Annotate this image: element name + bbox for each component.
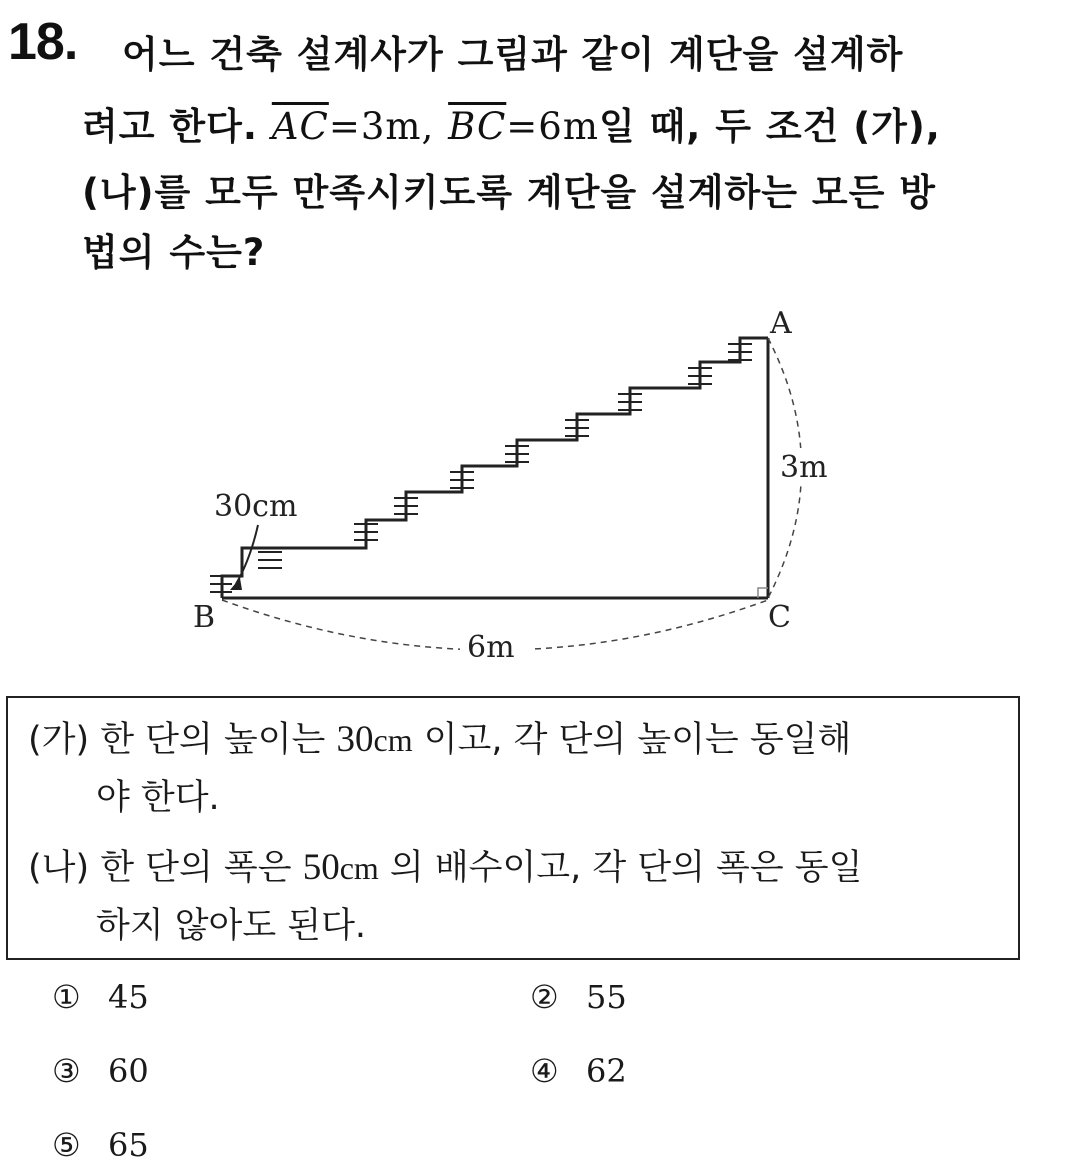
question-line-2-intro: 려고 한다. [82,105,258,148]
choice-2[interactable] [530,978,627,1016]
question-line-2-outro: 일 때, 두 조건 (가), [598,105,941,148]
segment-bc: $\overline{BC}=6m$ [448,105,599,148]
question-line-3: (나)를 모두 만족시키도록 계단을 설계하는 모든 방 [82,171,936,214]
step-tick-marks [210,344,752,592]
choice-2-value: 55 [586,978,627,1016]
choice-5[interactable] [52,1126,149,1164]
label-base: 6m [467,630,515,665]
label-point-c: C [768,600,791,635]
tick-group [258,552,282,568]
staircase-path [222,338,768,598]
segment-ac: $\overline{AC}=3m$, [271,105,435,148]
label-point-a: A [770,306,792,341]
label-point-b: B [193,600,216,635]
condition-ga-line-1: (가) 한 단의 높이는 30cm 이고, 각 단의 높이는 동일해 [28,719,852,760]
question-line-4: 법의 수는? [82,231,266,274]
choice-1[interactable] [52,978,149,1016]
choice-5-value: 65 [108,1126,149,1164]
condition-ga-line-2: 야 한다. [96,778,220,818]
choice-3-mark: ③ [52,1052,81,1090]
choice-4-value: 62 [586,1052,627,1090]
choice-3-value: 60 [108,1052,149,1090]
label-height: 3m [780,450,828,485]
choice-4-mark: ④ [530,1052,559,1090]
question-number: 18. [8,13,78,71]
choice-1-mark: ① [52,978,81,1016]
choice-5-mark: ⑤ [52,1126,81,1164]
choice-3[interactable] [52,1052,149,1090]
choice-2-mark: ② [530,978,559,1016]
choice-1-value: 45 [108,978,149,1016]
condition-na-line-1: (나) 한 단의 폭은 50cm 의 배수이고, 각 단의 폭은 동일 [28,847,863,888]
choice-4[interactable] [530,1052,627,1090]
question-line-1: 어느 건축 설계사가 그림과 같이 계단을 설계하 [122,33,904,76]
label-step-height: 30cm [214,489,298,524]
condition-na-line-2: 하지 않아도 된다. [96,906,367,946]
